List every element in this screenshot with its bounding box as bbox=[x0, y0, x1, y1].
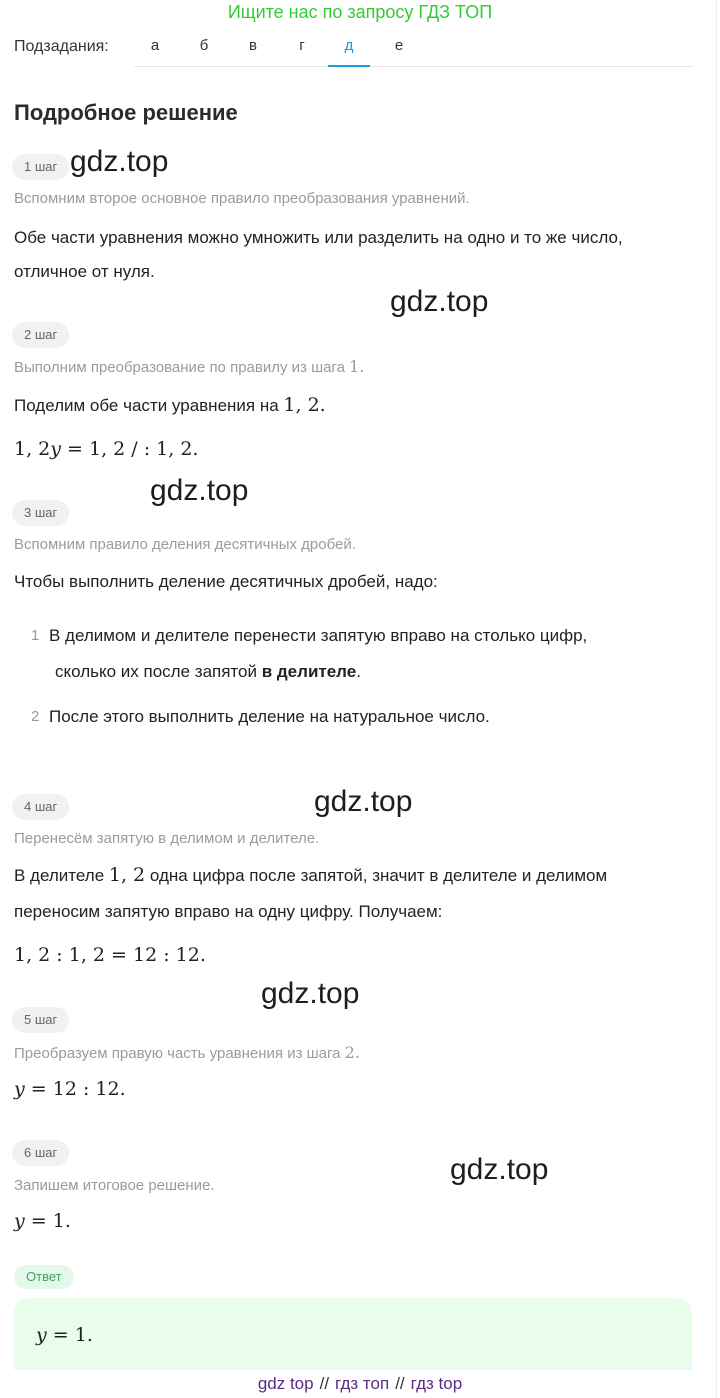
search-banner: Ищите нас по запросу ГДЗ ТОП bbox=[227, 2, 493, 22]
step-4-text-line-1 bbox=[14, 857, 607, 894]
step-2-text-main: Поделим обе части уравнения на bbox=[14, 396, 279, 415]
step-1-badge: 1 шаг bbox=[12, 154, 69, 180]
list-item-1-end: . bbox=[356, 662, 361, 681]
solution-title: Подробное решение bbox=[14, 100, 238, 125]
step-4-text-pre: В делителе bbox=[14, 866, 105, 885]
step-5-badge: 5 шаг bbox=[12, 1007, 69, 1033]
tab-b[interactable]: б bbox=[199, 37, 209, 54]
subtasks-tabs bbox=[134, 28, 694, 67]
footer-separator: // bbox=[319, 1374, 330, 1393]
step-5-formula: y = 12 : 12. bbox=[14, 1078, 126, 1100]
tab-g[interactable]: г bbox=[299, 37, 305, 54]
answer-formula: y = 1. bbox=[36, 1324, 93, 1346]
step-2-text bbox=[14, 387, 326, 424]
step-2-text-number: 1, 2. bbox=[283, 394, 326, 416]
list-item-1-text: сколько их после запятой bbox=[55, 662, 257, 681]
step-4-text-line-2: переносим запятую вправо на одну цифру. Получаем: bbox=[14, 902, 443, 921]
step-5-hint-text: Преобразуем правую часть уравнения из шага bbox=[14, 1045, 341, 1062]
step-3-text: Чтобы выполнить деление десятичных дробей, надо: bbox=[14, 572, 438, 591]
footer-links bbox=[0, 1373, 720, 1395]
step-1-text-line-1: Обе части уравнения можно умножить или разделить на одно и то же число, bbox=[14, 228, 623, 247]
list-item-1-line-1: В делимом и делителе перенести запятую вправо на столько цифр, bbox=[49, 626, 588, 645]
tab-d[interactable]: д bbox=[328, 28, 370, 67]
step-1-text-line-2: отличное от нуля. bbox=[14, 262, 155, 281]
step-2-badge: 2 шаг bbox=[12, 322, 69, 348]
step-2-hint-text: Выполним преобразование по правилу из шага bbox=[14, 359, 345, 376]
subtasks-label: Подзадания: bbox=[14, 38, 109, 55]
step-2-hint bbox=[14, 357, 364, 376]
step-4-badge: 4 шаг bbox=[12, 794, 69, 820]
tab-e[interactable]: е bbox=[394, 37, 404, 54]
watermark: gdz.top bbox=[150, 474, 249, 507]
step-3-hint: Вспомним правило деления десятичных дробей. bbox=[14, 536, 356, 553]
watermark: gdz.top bbox=[450, 1153, 549, 1186]
step-6-badge: 6 шаг bbox=[12, 1140, 69, 1166]
tab-a[interactable]: а bbox=[150, 37, 160, 54]
watermark: gdz.top bbox=[390, 285, 489, 318]
step-2-formula: 1, 2y = 1, 2 / : 1, 2. bbox=[14, 438, 199, 460]
tab-v[interactable]: в bbox=[249, 37, 257, 54]
watermark: gdz.top bbox=[70, 145, 169, 178]
step-2-hint-number: 1. bbox=[349, 357, 365, 376]
step-1-hint: Вспомним второе основное правило преобразования уравнений. bbox=[14, 190, 470, 207]
page-divider bbox=[716, 0, 717, 1398]
list-item-2: После этого выполнить деление на натуральное число. bbox=[49, 707, 490, 726]
footer-link-3[interactable]: гдз top bbox=[410, 1374, 463, 1393]
list-item-1-bold: в делителе bbox=[261, 662, 357, 681]
footer-separator: // bbox=[395, 1374, 405, 1393]
footer-link-1[interactable]: gdz top bbox=[257, 1374, 314, 1393]
footer-link-2[interactable]: гдз топ bbox=[335, 1374, 390, 1393]
list-number-1: 1 bbox=[31, 627, 40, 644]
step-3-badge: 3 шаг bbox=[12, 500, 69, 526]
step-4-text-post: одна цифра после запятой, значит в делителе и делимом bbox=[149, 866, 608, 885]
step-6-hint: Запишем итоговое решение. bbox=[14, 1177, 215, 1194]
list-item-1-line-2 bbox=[55, 662, 361, 682]
step-5-hint bbox=[14, 1043, 360, 1062]
list-number-2: 2 bbox=[31, 708, 40, 725]
step-4-hint: Перенесём запятую в делимом и делителе. bbox=[14, 830, 320, 847]
answer-badge: Ответ bbox=[14, 1265, 74, 1289]
watermark: gdz.top bbox=[261, 977, 360, 1010]
step-6-formula: y = 1. bbox=[14, 1210, 71, 1232]
step-4-formula: 1, 2 : 1, 2 = 12 : 12. bbox=[14, 944, 206, 966]
answer-box bbox=[14, 1298, 692, 1370]
watermark: gdz.top bbox=[314, 785, 413, 818]
step-4-text-number: 1, 2 bbox=[108, 864, 146, 886]
step-5-hint-number: 2. bbox=[344, 1043, 360, 1062]
